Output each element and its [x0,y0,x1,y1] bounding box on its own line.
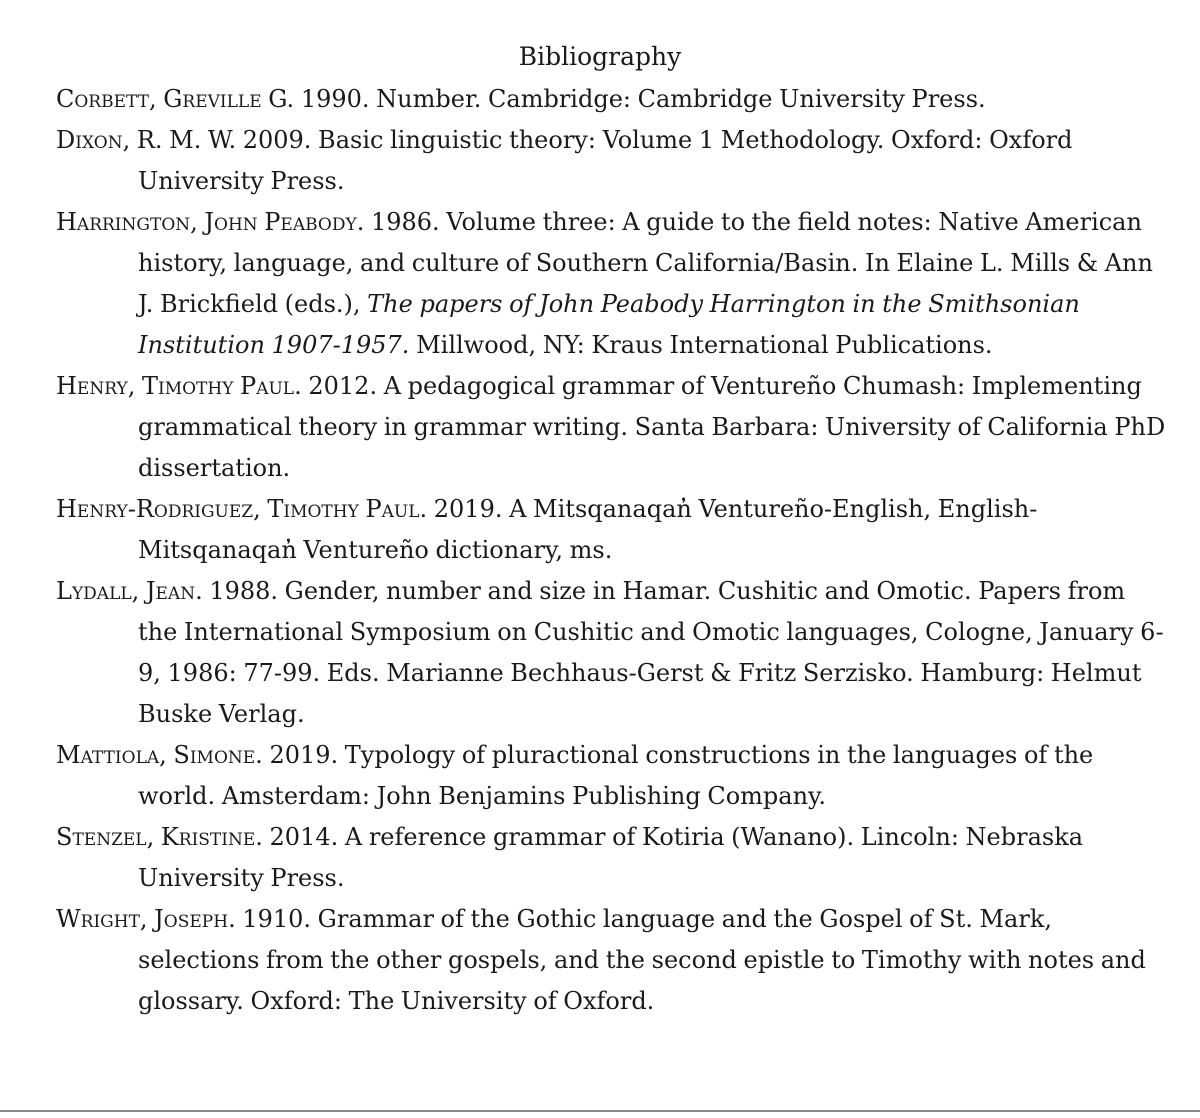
reference-text: 1990. Number. Cambridge: Cambridge University Press. [294,85,986,113]
reference-entry [56,571,1166,735]
reference-text: 1986. Volume three: A guide to the field notes: Native American history, language, and culture of Southern California/Basin. In Elaine L. Mills & Ann J. Brickfield (eds.), [138,208,1153,318]
reference-text: 2012. A pedagogical grammar of Ventureño Chumash: Implementing grammatical theory in grammar writing. Santa Barbara: University of California PhD dissertation. [138,372,1166,482]
reference-entry [56,899,1166,1022]
reference-text: 2019. Typology of pluractional constructions in the languages of the world. Amsterdam: John Benjamins Publishing Company. [138,741,1094,810]
reference-list [56,79,1166,1022]
reference-entry [56,120,1166,202]
page-bottom-divider [0,1110,1200,1112]
reference-text: 2019. A Mitsqanaqan̓ Ventureño-English, English-Mitsqanaqan̓ Ventureño dictionary, ms. [138,495,1038,564]
reference-author: Mattiola, Simone. [56,741,263,769]
reference-title-italic: The papers of John Peabody Harrington in the Smithsonian Institution 1907-1957. [138,290,1080,359]
reference-author: Henry-Rodriguez, Timothy Paul. [56,495,428,523]
reference-text: 2014. A reference grammar of Kotiria (Wanano). Lincoln: Nebraska University Press. [138,823,1084,892]
reference-entry [56,489,1166,571]
reference-text: 2009. Basic linguistic theory: Volume 1 Methodology. Oxford: Oxford University Press. [138,126,1073,195]
reference-author: Henry, Timothy Paul. [56,372,302,400]
reference-author: Harrington, John Peabody. [56,208,365,236]
reference-text: 1988. Gender, number and size in Hamar. Cushitic and Omotic. Papers from the International Symposium on Cushitic and Omotic languages, Cologne, January 6-9, 1986: 77-99. Eds. Marianne Bechhaus-Gerst & Fritz Serzisko. Hamburg: Helmut Buske Verlag. [138,577,1164,728]
reference-entry [56,735,1166,817]
reference-entry [56,202,1166,366]
reference-author: Lydall, Jean. [56,577,203,605]
reference-entry [56,366,1166,489]
reference-entry [56,817,1166,899]
reference-author: Dixon, R. M. W. [56,126,237,154]
reference-author: Stenzel, Kristine. [56,823,263,851]
reference-author: Corbett, Greville G. [56,85,295,113]
reference-entry [56,79,1166,120]
reference-text: 1910. Grammar of the Gothic language and the Gospel of St. Mark, selections from the other gospels, and the second epistle to Timothy with notes and glossary. Oxford: The University of Oxford. [138,905,1146,1015]
reference-publisher: Millwood, NY: Kraus International Publications. [409,331,993,359]
bibliography-heading: Bibliography [518,42,682,71]
reference-author: Wright, Joseph. [56,905,236,933]
